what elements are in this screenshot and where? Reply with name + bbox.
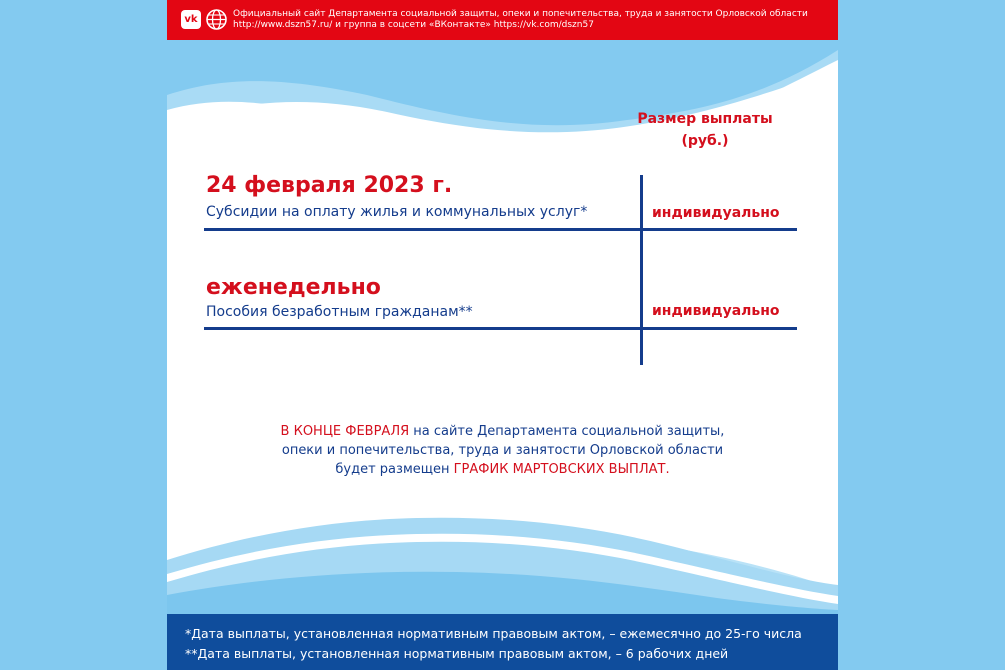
announcement-notice: [167, 422, 838, 479]
footer-note-2: **Дата выплаты, установленная нормативным правовым актом, – 6 рабочих дней: [185, 646, 729, 661]
footer-note-1: *Дата выплаты, установленная нормативным правовым актом, – ежемесячно до 25-го числа: [185, 626, 802, 641]
notice-text-1: на сайте Департамента социальной защиты,: [409, 424, 725, 439]
column-header-amount: [615, 108, 795, 152]
table-row-divider-1: [204, 228, 797, 231]
row-1-amount: индивидуально: [652, 205, 780, 221]
table-vertical-divider: [640, 175, 643, 365]
notice-highlight-march-schedule: ГРАФИК МАРТОВСКИХ ВЫПЛАТ.: [453, 462, 670, 477]
footer-notes: [167, 614, 838, 670]
header-line-1: Официальный сайт Департамента социальной защиты, опеки и попечительства, труда и занятости Орловской области: [233, 9, 808, 19]
row-2-amount: индивидуально: [652, 303, 780, 319]
infographic-card: [167, 0, 838, 670]
notice-line-1: [167, 422, 838, 441]
header-line-2[interactable]: http://www.dszn57.ru/ и группа в соцсети «ВКонтакте» https://vk.com/dszn57: [233, 20, 594, 30]
notice-highlight-end-of-february: В КОНЦЕ ФЕВРАЛЯ: [280, 424, 410, 439]
wave-decoration: [167, 0, 838, 670]
row-1-description: Субсидии на оплату жилья и коммунальных услуг*: [206, 204, 588, 220]
row-2-description: Пособия безработным гражданам**: [206, 304, 473, 320]
notice-text-3: будет размещен: [335, 462, 454, 477]
notice-line-3: [167, 460, 838, 479]
header-bar: [167, 0, 838, 40]
row-1-date: 24 февраля 2023 г.: [206, 173, 453, 198]
vk-icon[interactable]: vk: [181, 10, 201, 29]
column-header-line-2: (руб.): [681, 133, 729, 149]
header-text: [233, 9, 808, 31]
notice-line-2: опеки и попечительства, труда и занятости Орловской области: [281, 443, 724, 458]
row-2-date: еженедельно: [206, 275, 381, 300]
table-row-divider-2: [204, 327, 797, 330]
globe-icon[interactable]: [206, 9, 227, 30]
column-header-line-1: Размер выплаты: [637, 111, 773, 127]
